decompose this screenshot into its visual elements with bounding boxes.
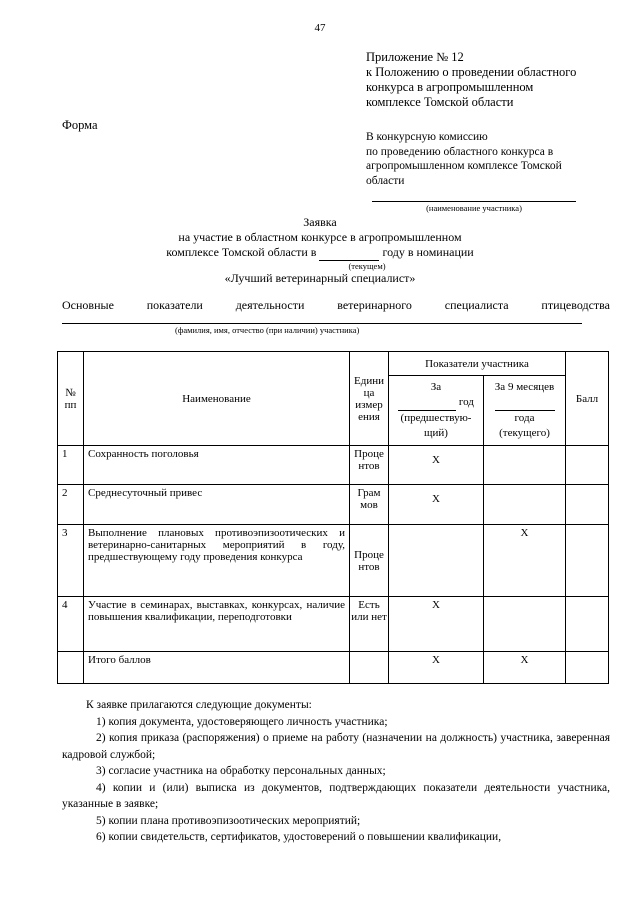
header-score: Балл xyxy=(566,352,609,446)
row-score[interactable] xyxy=(566,485,609,525)
row-prev-value[interactable]: X xyxy=(389,597,484,652)
header-prev-year-bottom: (предшествую- щий) xyxy=(400,412,472,439)
header-prev-year-top: За xyxy=(430,381,442,393)
row-name: Среднесуточный привес xyxy=(84,485,350,525)
application-title: Заявка xyxy=(303,215,337,229)
participant-caption: (наименование участника) xyxy=(426,203,522,213)
annex-line: к Положению о проведении областного xyxy=(366,65,577,79)
row-num: 1 xyxy=(58,446,84,485)
document-item: 2) копия приказа (распоряжения) о приеме на работу (назначении на должность) участника, заверенная кадровой службой; xyxy=(62,732,610,761)
row-unit: Есть или нет xyxy=(350,597,389,652)
row-num: 4 xyxy=(58,597,84,652)
indicators-table xyxy=(57,351,609,684)
header-prev-year-mid-line xyxy=(393,395,479,411)
table-row xyxy=(58,597,609,652)
row-nine-value[interactable] xyxy=(484,597,566,652)
year-field[interactable] xyxy=(319,245,379,261)
header-name: Наименование xyxy=(84,352,350,446)
commission-line: по проведению областного конкурса в xyxy=(366,145,554,158)
indicators-word: Основные xyxy=(62,298,114,312)
row-score[interactable] xyxy=(566,446,609,485)
header-num: № пп xyxy=(58,352,84,446)
row-unit xyxy=(350,652,389,684)
row-nine-value[interactable] xyxy=(484,446,566,485)
table-row xyxy=(58,485,609,525)
header-participant-indicators: Показатели участника xyxy=(389,352,566,376)
page-number: 47 xyxy=(314,22,326,34)
annex-title: Приложение № 12 xyxy=(366,50,464,64)
table-row xyxy=(58,525,609,597)
application-line-part: комплексе Томской области в xyxy=(166,245,317,259)
prev-year-field[interactable] xyxy=(398,395,456,411)
header-prev-year xyxy=(389,376,484,446)
row-nine-value[interactable]: X xyxy=(484,652,566,684)
annex-line: комплексе Томской области xyxy=(366,95,514,109)
documents-list xyxy=(62,697,610,846)
indicators-word: специалиста xyxy=(444,298,509,312)
nine-months-line xyxy=(488,395,561,411)
indicators-word: птицеводства xyxy=(541,298,610,312)
application-line: на участие в областном конкурсе в агропромышленном xyxy=(178,230,462,244)
row-nine-value[interactable] xyxy=(484,485,566,525)
row-unit: Грам мов xyxy=(350,485,389,525)
commission-address xyxy=(366,130,562,188)
nomination: «Лучший ветеринарный специалист» xyxy=(224,271,416,285)
row-name: Итого баллов xyxy=(84,652,350,684)
header-prev-year-mid: год xyxy=(458,396,474,408)
row-unit: Проце нтов xyxy=(350,525,389,597)
participant-name-field[interactable] xyxy=(372,200,576,202)
header-nine-months-bottom: года (текущего) xyxy=(499,412,550,439)
indicators-word: показатели xyxy=(146,298,203,312)
annex-line: конкурса в агропромышленном xyxy=(366,80,534,94)
row-num: 3 xyxy=(58,525,84,597)
header-nine-months xyxy=(484,376,566,446)
header-unit: Едини ца измер ения xyxy=(350,352,389,446)
row-score[interactable] xyxy=(566,525,609,597)
document-item: 4) копии и (или) выписка из документов, подтверждающих показатели деятельности участника, указанные в заявке; xyxy=(62,781,610,810)
row-prev-value[interactable] xyxy=(389,525,484,597)
indicators-heading xyxy=(62,298,610,313)
row-num xyxy=(58,652,84,684)
document-item: 1) копия документа, удостоверяющего личность участника; xyxy=(96,715,388,728)
row-prev-value[interactable]: X xyxy=(389,446,484,485)
header-nine-months-top: За 9 месяцев xyxy=(494,381,555,393)
application-line-part: году в номинации xyxy=(382,245,474,259)
table-row xyxy=(58,446,609,485)
form-label: Форма xyxy=(62,118,98,132)
row-nine-value[interactable]: X xyxy=(484,525,566,597)
fio-caption: (фамилия, имя, отчество (при наличии) участника) xyxy=(175,325,360,335)
row-score[interactable] xyxy=(566,597,609,652)
current-caption: (текущем) xyxy=(348,261,386,271)
row-prev-value[interactable]: X xyxy=(389,652,484,684)
application-year-line xyxy=(0,245,640,261)
documents-intro: К заявке прилагаются следующие документы: xyxy=(86,699,312,711)
row-name: Выполнение плановых противоэпизоотических и ветеринарно-санитарных мероприятий в году, предшествующему году проведения конкурса xyxy=(84,525,350,597)
row-num: 2 xyxy=(58,485,84,525)
table-row-total xyxy=(58,652,609,684)
commission-line: агропромышленном комплексе Томской xyxy=(366,160,562,172)
fio-field[interactable] xyxy=(62,322,582,324)
commission-line: области xyxy=(366,174,405,187)
row-prev-value[interactable]: X xyxy=(389,485,484,525)
document-item: 5) копии плана противоэпизоотических мероприятий; xyxy=(96,814,361,827)
row-name: Участие в семинарах, выставках, конкурсах, наличие повышения квалификации, переподготовки xyxy=(84,597,350,652)
document-item: 3) согласие участника на обработку персональных данных; xyxy=(96,765,386,777)
indicators-word: деятельности xyxy=(235,298,305,312)
commission-line: В конкурсную комиссию xyxy=(366,131,488,143)
annex-block xyxy=(366,50,576,110)
row-score[interactable] xyxy=(566,652,609,684)
row-unit: Проце нтов xyxy=(350,446,389,485)
nine-months-field[interactable] xyxy=(495,395,555,411)
document-item: 6) копии свидетельств, сертификатов, удостоверений о повышении квалификации, xyxy=(96,831,502,843)
indicators-word: ветеринарного xyxy=(337,298,412,312)
row-name: Сохранность поголовья xyxy=(84,446,350,485)
